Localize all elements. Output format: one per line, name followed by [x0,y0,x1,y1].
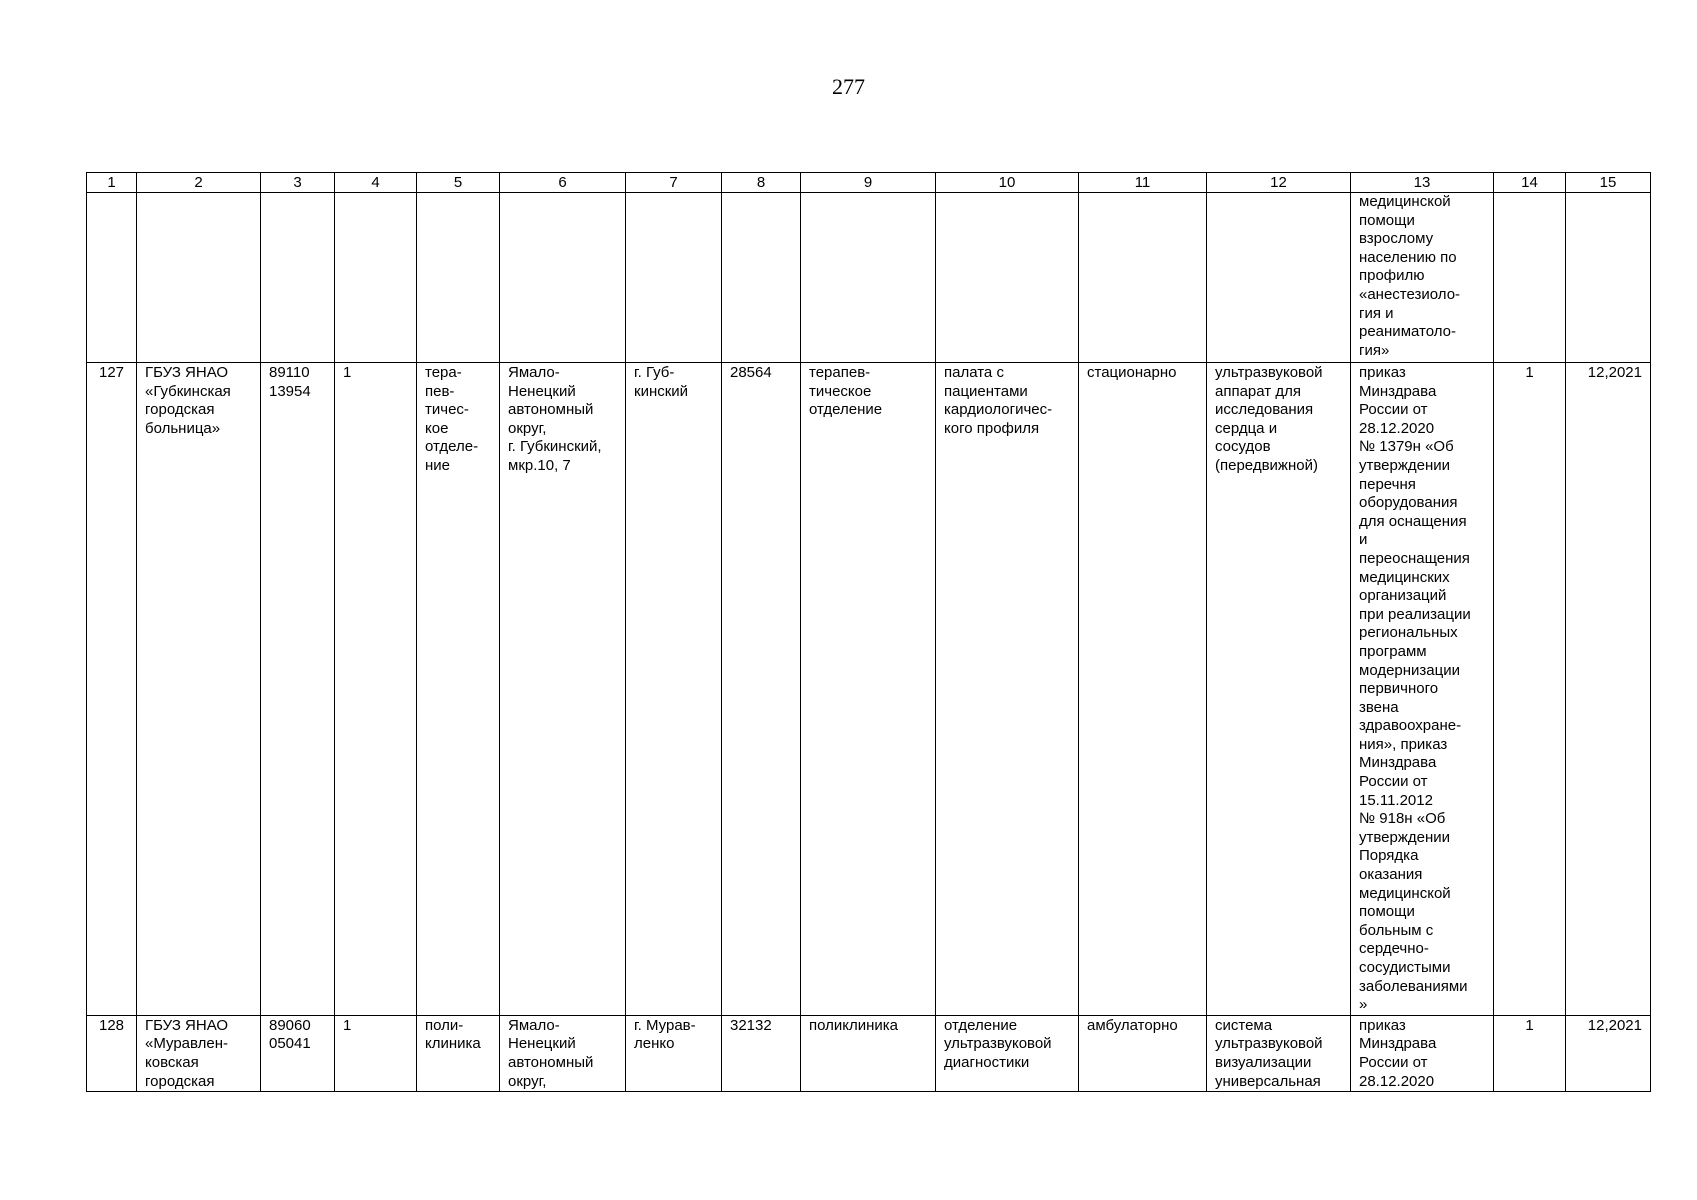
page-number: 277 [832,74,865,99]
table-cell [1079,193,1207,363]
date-cell: 12,2021 [1566,1015,1651,1091]
legal-basis-cell: приказ Минздрава России от 28.12.2020 [1351,1015,1494,1091]
organization-cell: ГБУЗ ЯНАО «Губкинская городская больница» [137,363,261,1016]
population-cell: 32132 [722,1015,801,1091]
code-cell: 89060 05041 [261,1015,335,1091]
column-header: 14 [1494,173,1566,193]
table-cell [500,193,626,363]
date-cell: 12,2021 [1566,363,1651,1016]
column-header: 4 [335,173,417,193]
column-header: 12 [1207,173,1351,193]
unit-cell: терапев- тическое отделение [801,363,936,1016]
header-row [87,173,1651,193]
table-row-continuation [87,193,1651,363]
population-cell: 28564 [722,363,801,1016]
table-cell [1207,193,1351,363]
address-cell: Ямало- Ненецкий автономный округ, г. Губкинский, мкр.10, 7 [500,363,626,1016]
table-cell [261,193,335,363]
column-header: 1 [87,173,137,193]
equipment-table [86,172,1651,1092]
table-cell [1494,193,1566,363]
column-header: 10 [936,173,1079,193]
equipment-cell: система ультразвуковой визуализации универсальная [1207,1015,1351,1091]
department-type-cell: тера- пев- тичес- кое отделе- ние [417,363,500,1016]
table-row-128 [87,1015,1651,1091]
quantity-cell: 1 [1494,363,1566,1016]
row-number-cell: 127 [87,363,137,1016]
table-row-127 [87,363,1651,1016]
column-header: 9 [801,173,936,193]
column-header: 13 [1351,173,1494,193]
row-number-cell: 128 [87,1015,137,1091]
column-header: 7 [626,173,722,193]
column-header: 15 [1566,173,1651,193]
table-cell [801,193,936,363]
column-header: 5 [417,173,500,193]
table-cell [1566,193,1651,363]
column-header: 8 [722,173,801,193]
table-cell [137,193,261,363]
count-cell: 1 [335,1015,417,1091]
table-cell [335,193,417,363]
table-cell [626,193,722,363]
table-cell [936,193,1079,363]
code-cell: 89110 13954 [261,363,335,1016]
location-cell: отделение ультразвуковой диагностики [936,1015,1079,1091]
legal-basis-cell: приказ Минздрава России от 28.12.2020 № 1379н «Об утверждении перечня оборудования для оснащения и переоснащения медицинских организаций при реализации региональных программ модернизации первичного звена здравоохране- ния», приказ Минздрава России от 15.11.2012 № 918н «Об утверждении Порядка оказания медицинской помощи больным с сердечно- сосудистыми заболеваниями » [1351,363,1494,1016]
city-cell: г. Губ- кинский [626,363,722,1016]
quantity-cell: 1 [1494,1015,1566,1091]
city-cell: г. Мурав- ленко [626,1015,722,1091]
count-cell: 1 [335,363,417,1016]
legal-basis-cell: медицинской помощи взрослому населению по профилю «анестезиоло- гия и реаниматоло- гия» [1351,193,1494,363]
location-cell: палата с пациентами кардиологичес- кого профиля [936,363,1079,1016]
care-mode-cell: стационарно [1079,363,1207,1016]
equipment-cell: ультразвуковой аппарат для исследования сердца и сосудов (передвижной) [1207,363,1351,1016]
care-mode-cell: амбулаторно [1079,1015,1207,1091]
unit-cell: поликлиника [801,1015,936,1091]
column-header: 2 [137,173,261,193]
table-cell [417,193,500,363]
table-cell [722,193,801,363]
department-type-cell: поли- клиника [417,1015,500,1091]
column-header: 3 [261,173,335,193]
column-header: 6 [500,173,626,193]
column-header: 11 [1079,173,1207,193]
table-cell [87,193,137,363]
address-cell: Ямало- Ненецкий автономный округ, [500,1015,626,1091]
organization-cell: ГБУЗ ЯНАО «Муравлен- ковская городская [137,1015,261,1091]
